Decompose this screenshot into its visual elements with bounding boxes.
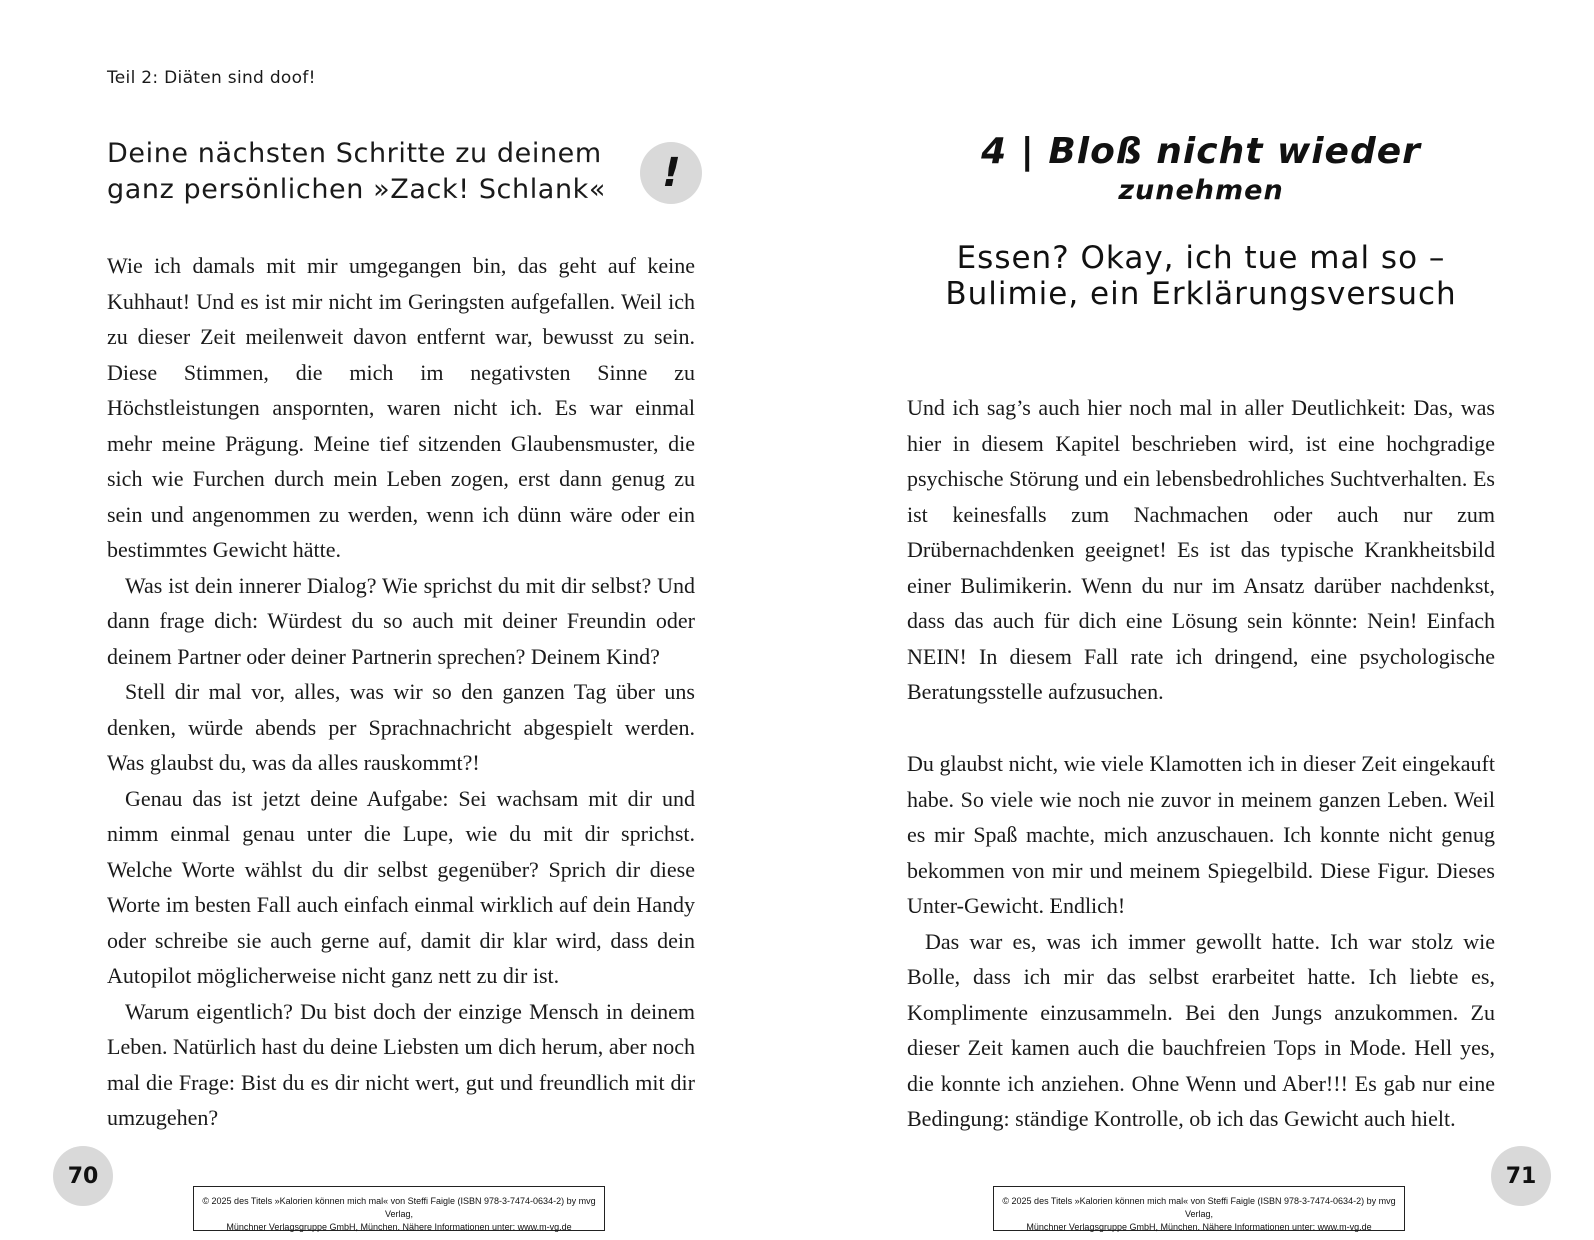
section-title	[907, 240, 1495, 312]
section-title-line-1: Essen? Okay, ich tue mal so –	[956, 240, 1446, 276]
section-heading-line-1: Deine nächsten Schritte zu deinem	[107, 138, 602, 169]
paragraph: Wie ich damals mit mir umgegangen bin, das geht auf keine Kuhhaut! Und es ist mir nicht im Geringsten aufgefallen. Weil ich zu dieser Zeit meilenweit davon entfernt war, bewusst zu sein. Diese Stimmen, die mich im negativsten Sinne zu Höchstleistungen anspornten, waren nicht ich. Es war einmal mehr meine Prägung. Meine tief sitzenden Glaubensmuster, die sich wie Furchen durch mein Leben zogen, erst dann genug zu sein und angenommen zu werden, wenn ich dünn wäre oder ein bestimmtes Gewicht hätte.	[107, 253, 695, 562]
section-title-line-2: Bulimie, ein Erklärungsversuch	[945, 276, 1457, 312]
chapter-title-line-2: zunehmen	[1118, 175, 1284, 206]
copyright-line-2: Münchner Verlagsgruppe GmbH, München. Nähere Informationen unter: www.m-vg.de	[1026, 1222, 1372, 1232]
section-heading	[107, 136, 627, 208]
exclamation-icon	[640, 142, 702, 204]
copyright-notice	[993, 1186, 1405, 1231]
paragraph: Warum eigentlich? Du bist doch der einzige Mensch in deinem Leben. Natürlich hast du deine Liebsten um dich herum, aber noch mal die Frage: Bist du es dir nicht wert, gut und freundlich mit dir umzugehen?	[107, 998, 695, 1130]
page-number: 71	[1491, 1146, 1551, 1206]
paragraph: Stell dir mal vor, alles, was wir so den ganzen Tag über uns denken, würde abends per Sprachnachricht abgespielt werden. Was glaubst du, was da alles rauskommt?!	[107, 679, 695, 775]
paragraph: Das war es, was ich immer gewollt hatte. Ich war stolz wie Bolle, dass ich mir das selbst erarbeitet hatte. Ich liebte es, Komplimente einzusammeln. Bei den Jungs anzukommen. Zu dieser Zeit kamen auch die bauchfreien Tops in Mode. Hell yes, die konnte ich anziehen. Ohne Wenn und Aber!!! Es gab nur eine Bedingung: ständige Kontrolle, ob ich das Gewicht auch hielt.	[907, 928, 1495, 1131]
intro-text	[907, 390, 1495, 710]
right-page	[797, 0, 1594, 1240]
exclamation-glyph: !	[656, 150, 686, 196]
copyright-notice	[193, 1186, 605, 1231]
section-heading-line-2: ganz persönlichen »Zack! Schlank«	[107, 174, 607, 205]
paragraph: Du glaubst nicht, wie viele Klamotten ich in dieser Zeit eingekauft habe. So viele wie noch nie zuvor in meinem ganzen Leben. Weil es mir Spaß machte, mich anzuschauen. Ich konnte nicht genug bekommen von mir und meinem Spiegelbild. Diese Figur. Dieses Unter-Gewicht. Endlich!	[907, 751, 1495, 918]
paragraph: Genau das ist jetzt deine Aufgabe: Sei wachsam mit dir und nimm einmal genau unter die Lupe, wie du mit dir sprichst. Welche Worte wählst du dir selbst gegenüber? Sprich dir diese Worte im besten Fall auch einfach einmal wirklich auf dein Handy oder schreibe sie auch gerne auf, damit dir klar wird, dass dein Autopilot möglicherweise nicht ganz nett zu dir ist.	[107, 785, 695, 988]
copyright-line-1: © 2025 des Titels »Kalorien können mich mal« von Steffi Faigle (ISBN 978-3-7474-0634-2) by mvg Verlag,	[1002, 1196, 1396, 1219]
copyright-line-2: Münchner Verlagsgruppe GmbH, München. Nähere Informationen unter: www.m-vg.de	[226, 1222, 572, 1232]
page-number: 70	[53, 1146, 113, 1206]
running-head: Teil 2: Diäten sind doof!	[107, 68, 316, 88]
paragraph: Was ist dein innerer Dialog? Wie sprichst du mit dir selbst? Und dann frage dich: Würdest du so auch mit deiner Freundin oder deinem Partner oder deiner Partnerin sprechen? Deinem Kind?	[107, 572, 695, 669]
chapter-title-line-1: 4 | Bloß nicht wieder	[981, 131, 1421, 172]
body-text	[107, 248, 695, 1136]
paragraph: Und ich sag’s auch hier noch mal in aller Deutlichkeit: Das, was hier in diesem Kapitel beschrieben wird, ist eine hochgradige psychische Störung und ein lebensbedrohliches Suchtverhalten. Es ist keinesfalls zum Nachmachen oder auch nur zum Drübernachdenken geeignet! Es ist das typische Krankheitsbild einer Bulimikerin. Wenn du nur im Ansatz darüber nachdenkst, dass das auch für dich eine Lösung sein könnte: Nein! Einfach NEIN! In diesem Fall rate ich dringend, eine psychologische Beratungsstelle aufzusuchen.	[907, 395, 1495, 704]
body-text	[907, 746, 1495, 1137]
copyright-line-1: © 2025 des Titels »Kalorien können mich mal« von Steffi Faigle (ISBN 978-3-7474-0634-2) by mvg Verlag,	[202, 1196, 596, 1219]
chapter-title	[907, 130, 1495, 208]
